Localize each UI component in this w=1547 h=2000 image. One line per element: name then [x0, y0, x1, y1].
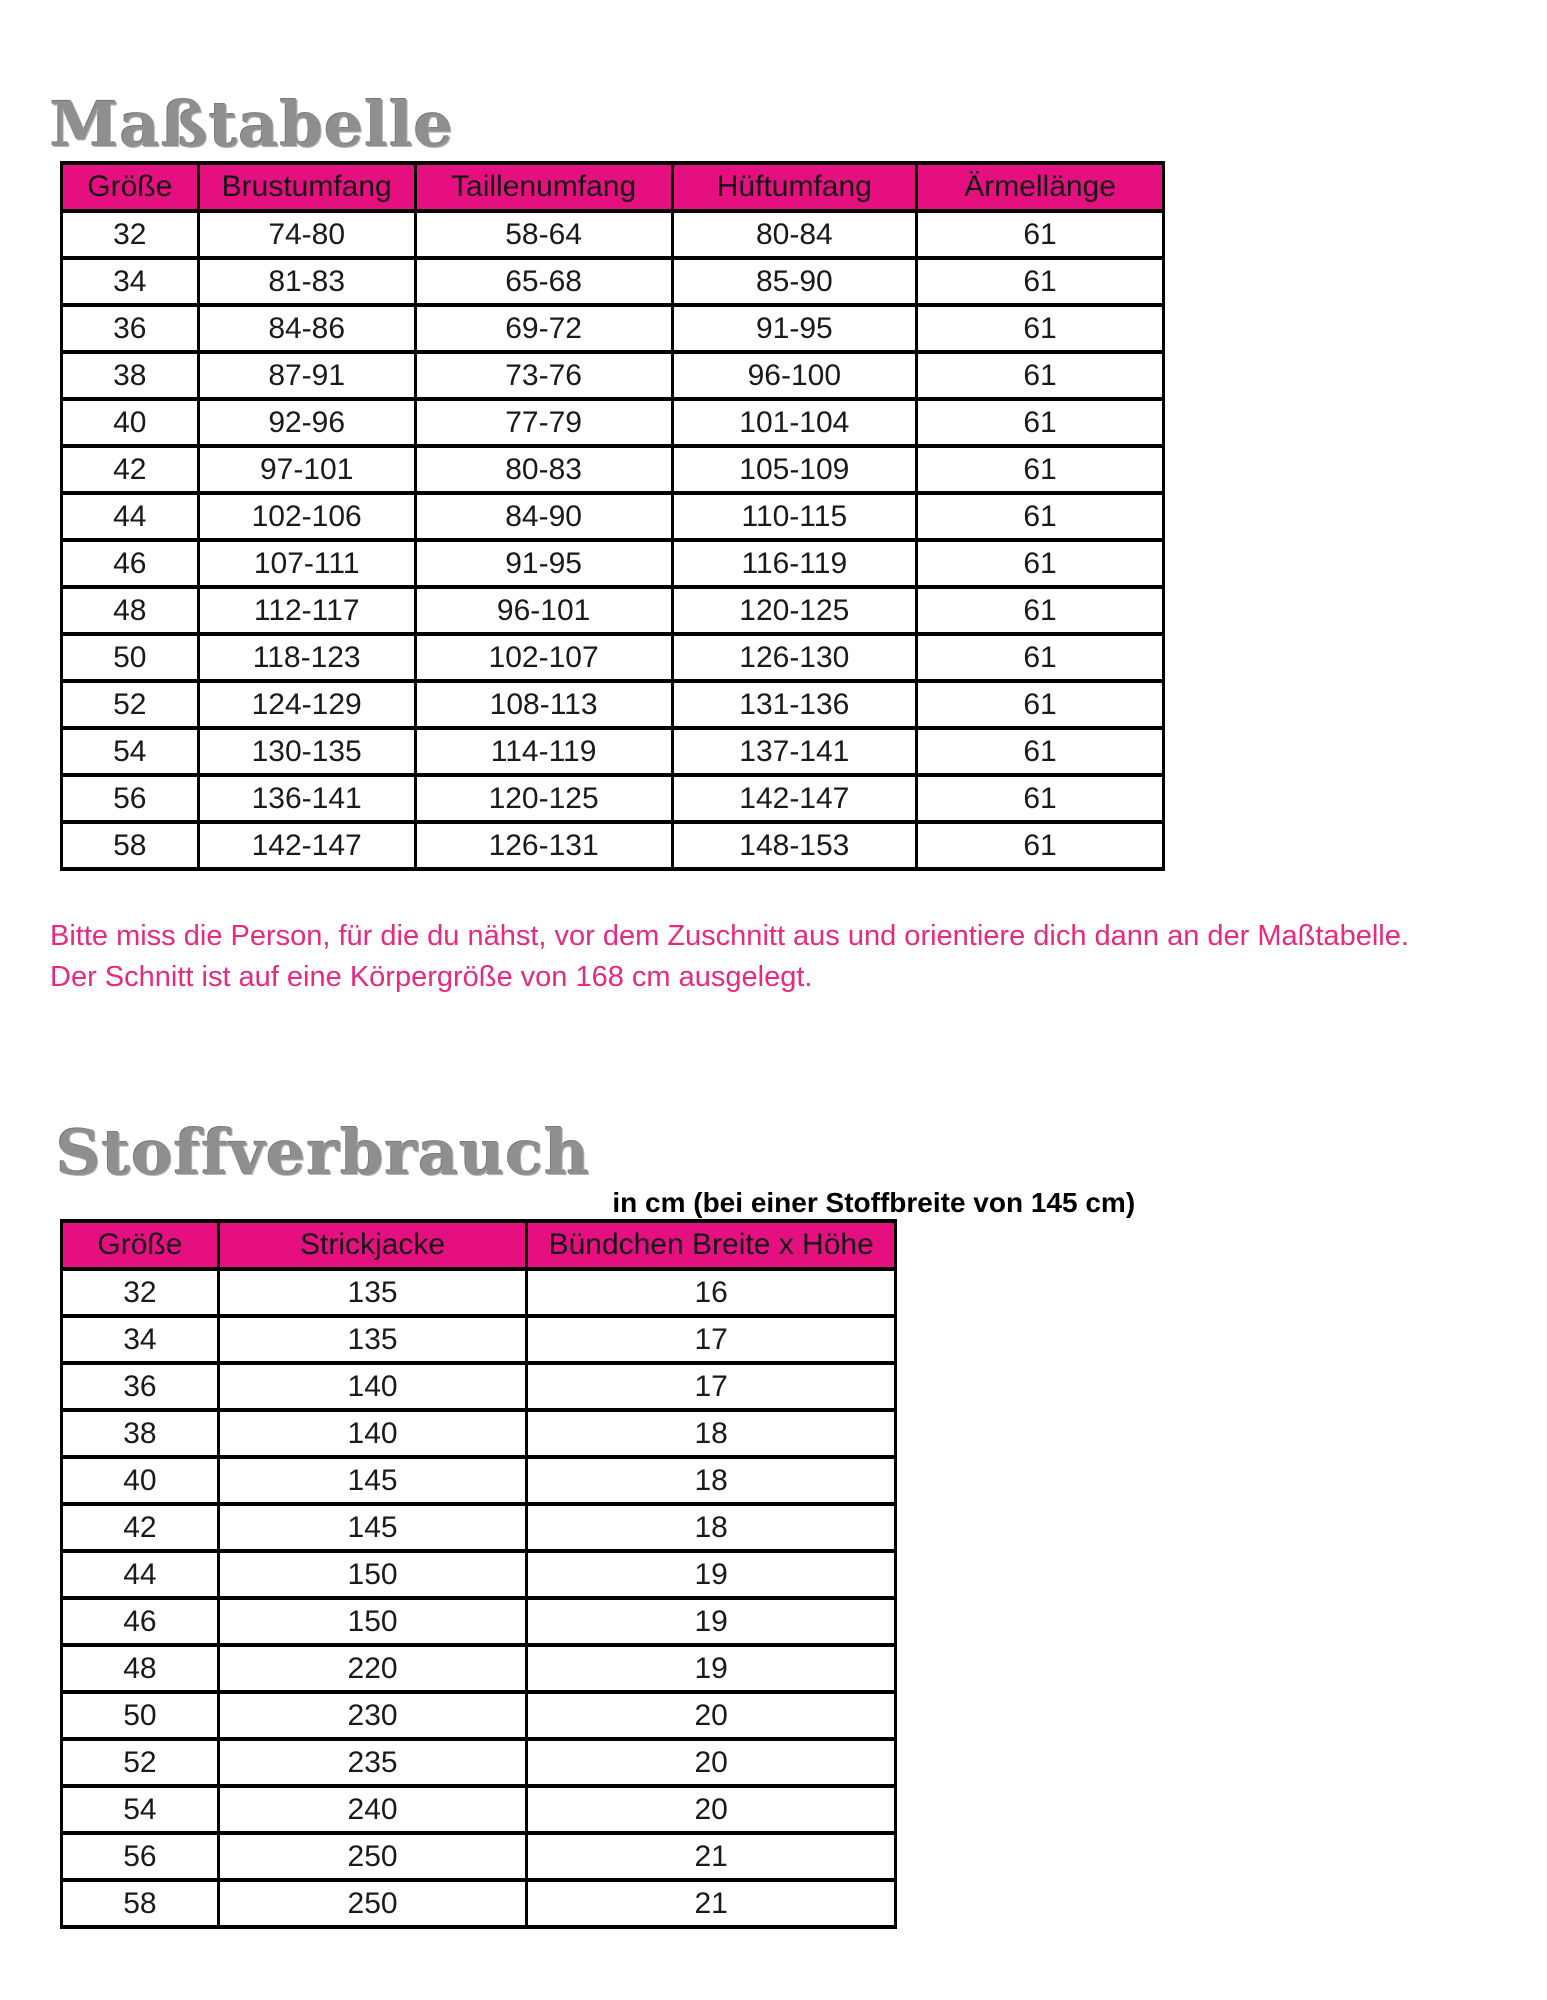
table-cell-fabric: 250 — [218, 1833, 527, 1880]
table-cell-fabric: 135 — [218, 1269, 527, 1316]
measurement-table — [60, 161, 1165, 871]
table-cell-buendchen: 20 — [527, 1786, 896, 1833]
table-cell-sleeve: 61 — [917, 681, 1164, 728]
table-row — [62, 587, 1164, 634]
table-cell-size: 48 — [62, 587, 199, 634]
table-row — [62, 1410, 896, 1457]
table-cell-hip: 91-95 — [672, 305, 917, 352]
table-cell-hip: 142-147 — [672, 775, 917, 822]
table-cell-size: 38 — [62, 352, 199, 399]
table-row — [62, 352, 1164, 399]
table-cell-size: 50 — [62, 634, 199, 681]
table-cell-waist: 96-101 — [415, 587, 672, 634]
table-cell-fabric: 145 — [218, 1504, 527, 1551]
table-cell-size: 56 — [62, 775, 199, 822]
table-cell-size: 44 — [62, 493, 199, 540]
table-cell-size: 48 — [62, 1645, 219, 1692]
table-cell-hip: 80-84 — [672, 211, 917, 258]
fabric-width-subtitle: in cm (bei einer Stoffbreite von 145 cm) — [612, 1187, 1136, 1219]
table-cell-sleeve: 61 — [917, 352, 1164, 399]
table-cell-sleeve: 61 — [917, 305, 1164, 352]
table-header-row — [62, 1221, 896, 1269]
table-cell-size: 52 — [62, 1739, 219, 1786]
table-cell-buendchen: 17 — [527, 1363, 896, 1410]
table-cell-waist: 120-125 — [415, 775, 672, 822]
table-cell-size: 42 — [62, 446, 199, 493]
table-row — [62, 1504, 896, 1551]
table-cell-size: 36 — [62, 1363, 219, 1410]
table-cell-size: 54 — [62, 728, 199, 775]
table-cell-bust: 136-141 — [198, 775, 415, 822]
table-cell-buendchen: 19 — [527, 1645, 896, 1692]
table-row — [62, 1692, 896, 1739]
table-cell-hip: 105-109 — [672, 446, 917, 493]
table-cell-waist: 69-72 — [415, 305, 672, 352]
table-cell-hip: 85-90 — [672, 258, 917, 305]
table-row — [62, 258, 1164, 305]
table-cell-size: 54 — [62, 1786, 219, 1833]
page-title-masstabelle: Maßtabelle — [50, 87, 455, 161]
note-line-1: Bitte miss die Person, für die du nähst, vor dem Zuschnitt aus und orientiere dich dann an der Maßtabelle. — [50, 920, 1409, 952]
table-row — [62, 1645, 896, 1692]
table-cell-bust: 142-147 — [198, 822, 415, 869]
table-cell-bust: 84-86 — [198, 305, 415, 352]
table-row — [62, 446, 1164, 493]
column-header-groesse: Größe — [62, 163, 199, 211]
table-row — [62, 1833, 896, 1880]
table-cell-buendchen: 19 — [527, 1551, 896, 1598]
table-row — [62, 681, 1164, 728]
column-header-buendchen: Bündchen Breite x Höhe — [527, 1221, 896, 1269]
table-cell-buendchen: 20 — [527, 1739, 896, 1786]
table-cell-size: 40 — [62, 399, 199, 446]
table-cell-waist: 84-90 — [415, 493, 672, 540]
table-cell-bust: 102-106 — [198, 493, 415, 540]
table-cell-fabric: 150 — [218, 1551, 527, 1598]
table-row — [62, 305, 1164, 352]
table-cell-size: 46 — [62, 1598, 219, 1645]
table-cell-size: 32 — [62, 1269, 219, 1316]
fabric-consumption-table — [60, 1219, 897, 1929]
table-cell-bust: 87-91 — [198, 352, 415, 399]
table-cell-size: 36 — [62, 305, 199, 352]
table-cell-fabric: 235 — [218, 1739, 527, 1786]
table-cell-fabric: 250 — [218, 1880, 527, 1927]
table-cell-size: 34 — [62, 1316, 219, 1363]
table-header-row — [62, 163, 1164, 211]
table-cell-sleeve: 61 — [917, 822, 1164, 869]
table-cell-fabric: 135 — [218, 1316, 527, 1363]
table-cell-waist: 114-119 — [415, 728, 672, 775]
table-row — [62, 1316, 896, 1363]
table-cell-hip: 96-100 — [672, 352, 917, 399]
table-cell-sleeve: 61 — [917, 493, 1164, 540]
table-cell-bust: 81-83 — [198, 258, 415, 305]
table-cell-size: 58 — [62, 1880, 219, 1927]
column-header-hueftumfang: Hüftumfang — [672, 163, 917, 211]
table-cell-fabric: 140 — [218, 1410, 527, 1457]
table-row — [62, 1551, 896, 1598]
table-cell-size: 38 — [62, 1410, 219, 1457]
table-cell-waist: 73-76 — [415, 352, 672, 399]
table-row — [62, 211, 1164, 258]
table-cell-size: 42 — [62, 1504, 219, 1551]
note-line-2: Der Schnitt ist auf eine Körpergröße von 168 cm ausgelegt. — [50, 961, 813, 993]
table-cell-bust: 74-80 — [198, 211, 415, 258]
table-row — [62, 822, 1164, 869]
column-header-groesse: Größe — [62, 1221, 219, 1269]
table-cell-waist: 80-83 — [415, 446, 672, 493]
page-title-stoffverbrauch: Stoffverbrauch — [56, 1115, 591, 1189]
table-cell-hip: 137-141 — [672, 728, 917, 775]
table-cell-hip: 110-115 — [672, 493, 917, 540]
table-cell-size: 40 — [62, 1457, 219, 1504]
column-header-aermellaenge: Ärmellänge — [917, 163, 1164, 211]
fabric-consumption-heading — [56, 1080, 1135, 1225]
table-cell-bust: 107-111 — [198, 540, 415, 587]
table-cell-sleeve: 61 — [917, 211, 1164, 258]
table-cell-hip: 126-130 — [672, 634, 917, 681]
table-cell-size: 46 — [62, 540, 199, 587]
table-cell-waist: 58-64 — [415, 211, 672, 258]
table-cell-fabric: 145 — [218, 1457, 527, 1504]
table-cell-bust: 118-123 — [198, 634, 415, 681]
table-cell-bust: 112-117 — [198, 587, 415, 634]
table-row — [62, 1269, 896, 1316]
table-cell-buendchen: 21 — [527, 1880, 896, 1927]
table-cell-fabric: 230 — [218, 1692, 527, 1739]
table-row — [62, 728, 1164, 775]
table-cell-sleeve: 61 — [917, 446, 1164, 493]
table-cell-bust: 124-129 — [198, 681, 415, 728]
table-row — [62, 1363, 896, 1410]
table-row — [62, 399, 1164, 446]
table-row — [62, 1739, 896, 1786]
table-cell-waist: 102-107 — [415, 634, 672, 681]
table-row — [62, 1457, 896, 1504]
table-cell-waist: 65-68 — [415, 258, 672, 305]
table-cell-fabric: 240 — [218, 1786, 527, 1833]
table-cell-size: 44 — [62, 1551, 219, 1598]
table-row — [62, 1598, 896, 1645]
column-header-taillenumfang: Taillenumfang — [415, 163, 672, 211]
table-cell-buendchen: 21 — [527, 1833, 896, 1880]
table-cell-waist: 108-113 — [415, 681, 672, 728]
table-cell-size: 58 — [62, 822, 199, 869]
table-cell-waist: 91-95 — [415, 540, 672, 587]
table-cell-hip: 101-104 — [672, 399, 917, 446]
column-header-brustumfang: Brustumfang — [198, 163, 415, 211]
table-row — [62, 1880, 896, 1927]
table-cell-buendchen: 20 — [527, 1692, 896, 1739]
table-cell-buendchen: 18 — [527, 1457, 896, 1504]
table-cell-fabric: 150 — [218, 1598, 527, 1645]
table-cell-buendchen: 19 — [527, 1598, 896, 1645]
table-cell-size: 52 — [62, 681, 199, 728]
table-cell-sleeve: 61 — [917, 540, 1164, 587]
table-cell-sleeve: 61 — [917, 258, 1164, 305]
table-cell-hip: 120-125 — [672, 587, 917, 634]
table-cell-sleeve: 61 — [917, 775, 1164, 822]
column-header-strickjacke: Strickjacke — [218, 1221, 527, 1269]
table-cell-size: 50 — [62, 1692, 219, 1739]
table-cell-bust: 97-101 — [198, 446, 415, 493]
table-cell-hip: 148-153 — [672, 822, 917, 869]
table-cell-bust: 92-96 — [198, 399, 415, 446]
table-cell-sleeve: 61 — [917, 728, 1164, 775]
table-cell-hip: 131-136 — [672, 681, 917, 728]
table-row — [62, 775, 1164, 822]
table-cell-buendchen: 16 — [527, 1269, 896, 1316]
table-row — [62, 634, 1164, 681]
table-row — [62, 540, 1164, 587]
table-cell-waist: 77-79 — [415, 399, 672, 446]
table-row — [62, 493, 1164, 540]
table-cell-bust: 130-135 — [198, 728, 415, 775]
table-cell-buendchen: 18 — [527, 1504, 896, 1551]
table-cell-fabric: 140 — [218, 1363, 527, 1410]
table-cell-size: 56 — [62, 1833, 219, 1880]
table-cell-sleeve: 61 — [917, 634, 1164, 681]
table-cell-size: 32 — [62, 211, 199, 258]
table-cell-sleeve: 61 — [917, 587, 1164, 634]
measurement-note — [50, 916, 1520, 998]
table-cell-fabric: 220 — [218, 1645, 527, 1692]
table-cell-buendchen: 18 — [527, 1410, 896, 1457]
table-cell-sleeve: 61 — [917, 399, 1164, 446]
table-row — [62, 1786, 896, 1833]
table-cell-buendchen: 17 — [527, 1316, 896, 1363]
table-cell-hip: 116-119 — [672, 540, 917, 587]
table-cell-waist: 126-131 — [415, 822, 672, 869]
table-cell-size: 34 — [62, 258, 199, 305]
